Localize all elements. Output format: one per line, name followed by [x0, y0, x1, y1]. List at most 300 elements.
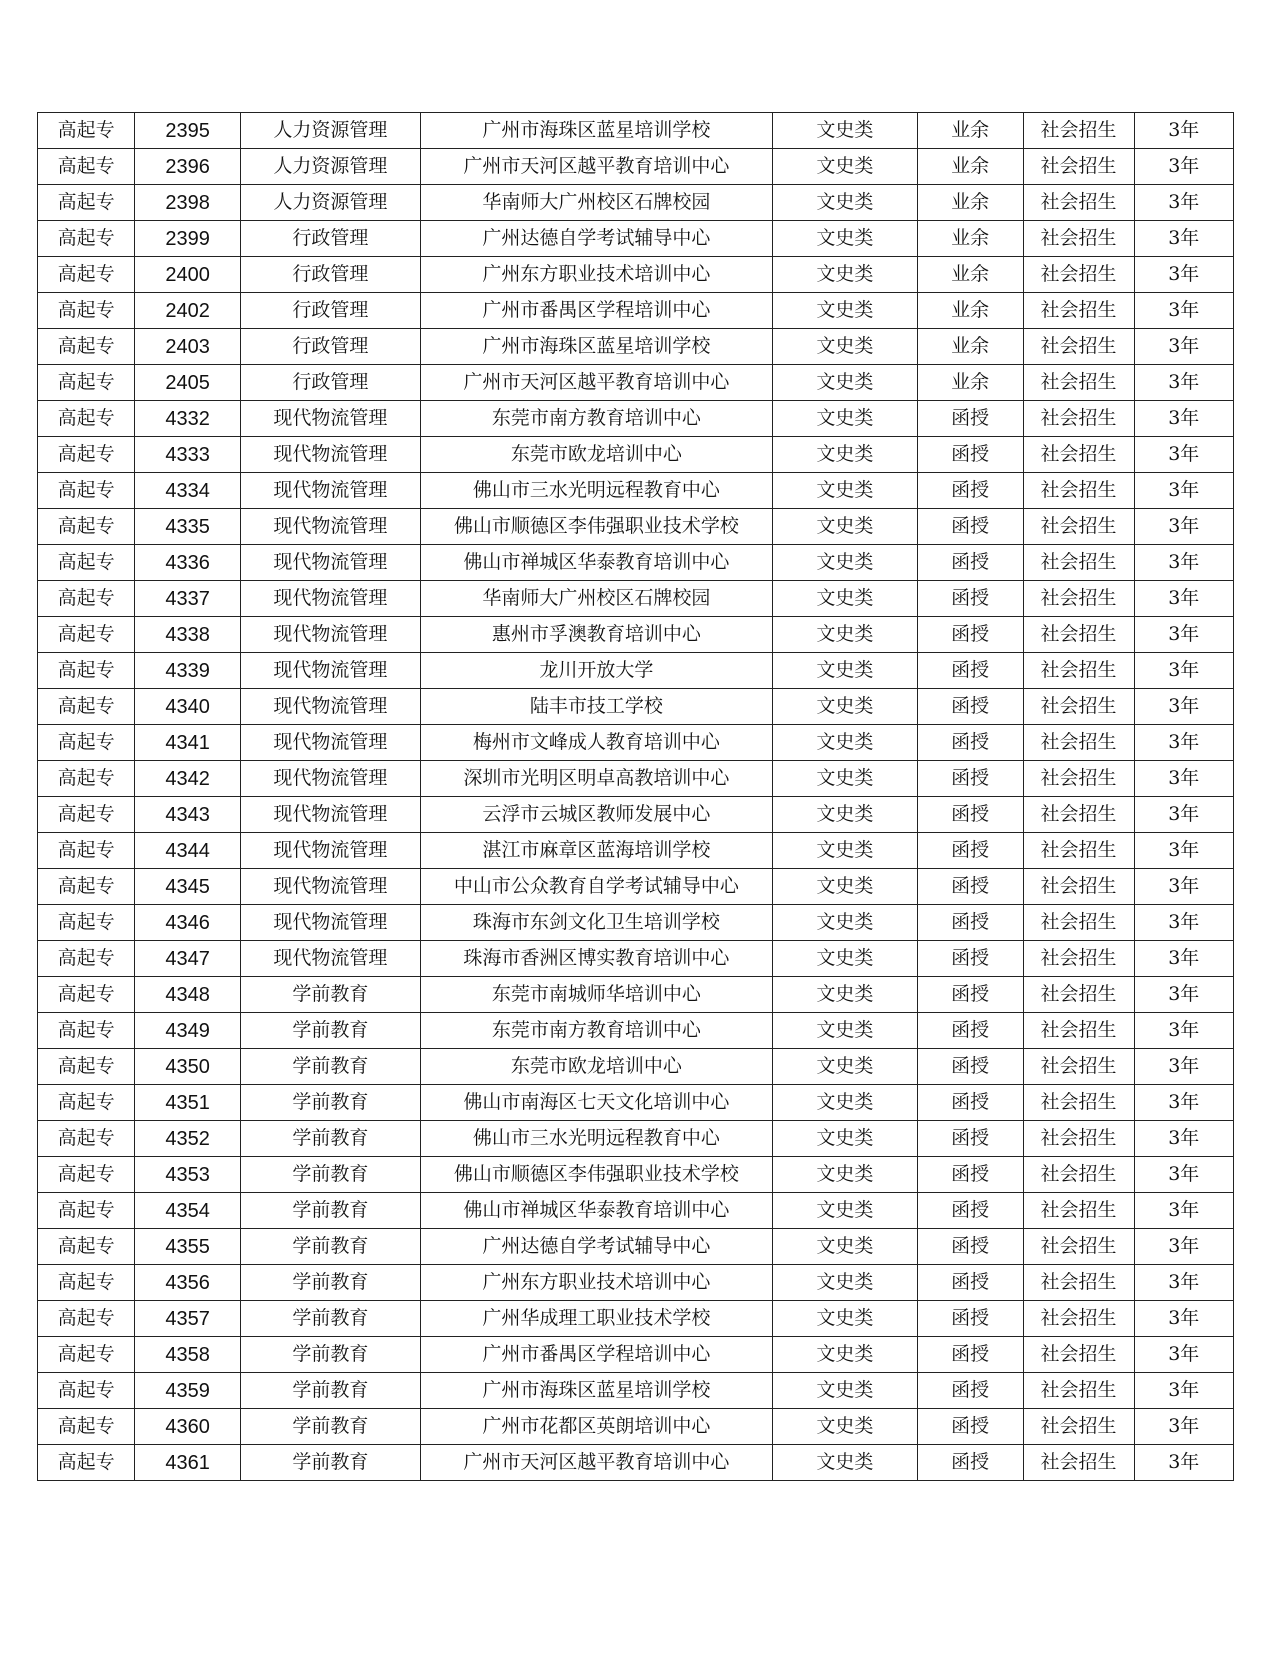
level-cell: 高起专 [38, 833, 135, 869]
table-row [38, 1013, 1234, 1049]
level-cell: 高起专 [38, 221, 135, 257]
table-row [38, 1193, 1234, 1229]
enrollment-type-cell: 社会招生 [1023, 617, 1134, 653]
category-cell: 文史类 [772, 1301, 917, 1337]
code-cell: 4349 [135, 1013, 241, 1049]
major-cell: 学前教育 [241, 1157, 421, 1193]
school-cell: 广州达德自学考试辅导中心 [420, 1229, 772, 1265]
major-cell: 现代物流管理 [241, 653, 421, 689]
study-mode-cell: 函授 [917, 1049, 1023, 1085]
major-cell: 人力资源管理 [241, 149, 421, 185]
major-cell: 现代物流管理 [241, 941, 421, 977]
table-row [38, 365, 1234, 401]
study-mode-cell: 函授 [917, 1229, 1023, 1265]
table-row [38, 509, 1234, 545]
major-cell: 行政管理 [241, 329, 421, 365]
major-cell: 学前教育 [241, 1013, 421, 1049]
category-cell: 文史类 [772, 293, 917, 329]
major-cell: 学前教育 [241, 1121, 421, 1157]
category-cell: 文史类 [772, 509, 917, 545]
level-cell: 高起专 [38, 1229, 135, 1265]
school-cell: 珠海市东剑文化卫生培训学校 [420, 905, 772, 941]
category-cell: 文史类 [772, 545, 917, 581]
school-cell: 佛山市三水光明远程教育中心 [420, 473, 772, 509]
school-cell: 广州市海珠区蓝星培训学校 [420, 113, 772, 149]
category-cell: 文史类 [772, 1445, 917, 1481]
level-cell: 高起专 [38, 977, 135, 1013]
level-cell: 高起专 [38, 1049, 135, 1085]
code-cell: 4343 [135, 797, 241, 833]
duration-cell: 3年 [1134, 1193, 1233, 1229]
code-cell: 2399 [135, 221, 241, 257]
school-cell: 陆丰市技工学校 [420, 689, 772, 725]
level-cell: 高起专 [38, 1445, 135, 1481]
level-cell: 高起专 [38, 905, 135, 941]
study-mode-cell: 函授 [917, 833, 1023, 869]
major-cell: 学前教育 [241, 977, 421, 1013]
enrollment-type-cell: 社会招生 [1023, 869, 1134, 905]
school-cell: 广州市番禺区学程培训中心 [420, 293, 772, 329]
enrollment-type-cell: 社会招生 [1023, 1409, 1134, 1445]
duration-cell: 3年 [1134, 149, 1233, 185]
code-cell: 4354 [135, 1193, 241, 1229]
major-cell: 现代物流管理 [241, 905, 421, 941]
duration-cell: 3年 [1134, 1301, 1233, 1337]
study-mode-cell: 函授 [917, 977, 1023, 1013]
major-cell: 现代物流管理 [241, 797, 421, 833]
school-cell: 东莞市欧龙培训中心 [420, 437, 772, 473]
school-cell: 中山市公众教育自学考试辅导中心 [420, 869, 772, 905]
code-cell: 4333 [135, 437, 241, 473]
table-row [38, 1337, 1234, 1373]
duration-cell: 3年 [1134, 617, 1233, 653]
category-cell: 文史类 [772, 833, 917, 869]
code-cell: 4335 [135, 509, 241, 545]
school-cell: 华南师大广州校区石牌校园 [420, 185, 772, 221]
table-row [38, 113, 1234, 149]
level-cell: 高起专 [38, 941, 135, 977]
major-cell: 学前教育 [241, 1373, 421, 1409]
level-cell: 高起专 [38, 437, 135, 473]
code-cell: 4356 [135, 1265, 241, 1301]
major-cell: 现代物流管理 [241, 545, 421, 581]
level-cell: 高起专 [38, 1193, 135, 1229]
table-row [38, 185, 1234, 221]
school-cell: 云浮市云城区教师发展中心 [420, 797, 772, 833]
code-cell: 2396 [135, 149, 241, 185]
table-row [38, 725, 1234, 761]
code-cell: 4355 [135, 1229, 241, 1265]
table-row [38, 1373, 1234, 1409]
duration-cell: 3年 [1134, 581, 1233, 617]
level-cell: 高起专 [38, 473, 135, 509]
enrollment-type-cell: 社会招生 [1023, 149, 1134, 185]
duration-cell: 3年 [1134, 221, 1233, 257]
major-cell: 学前教育 [241, 1229, 421, 1265]
table-row [38, 761, 1234, 797]
table-row [38, 689, 1234, 725]
code-cell: 2395 [135, 113, 241, 149]
study-mode-cell: 函授 [917, 1121, 1023, 1157]
enrollment-type-cell: 社会招生 [1023, 437, 1134, 473]
table-row [38, 329, 1234, 365]
enrollment-type-cell: 社会招生 [1023, 725, 1134, 761]
level-cell: 高起专 [38, 1409, 135, 1445]
major-cell: 学前教育 [241, 1409, 421, 1445]
table-row [38, 437, 1234, 473]
major-cell: 现代物流管理 [241, 833, 421, 869]
school-cell: 佛山市禅城区华泰教育培训中心 [420, 1193, 772, 1229]
study-mode-cell: 函授 [917, 869, 1023, 905]
school-cell: 广州市海珠区蓝星培训学校 [420, 1373, 772, 1409]
code-cell: 4332 [135, 401, 241, 437]
school-cell: 广州市海珠区蓝星培训学校 [420, 329, 772, 365]
school-cell: 珠海市香洲区博实教育培训中心 [420, 941, 772, 977]
level-cell: 高起专 [38, 257, 135, 293]
major-cell: 现代物流管理 [241, 617, 421, 653]
major-cell: 人力资源管理 [241, 185, 421, 221]
study-mode-cell: 函授 [917, 725, 1023, 761]
code-cell: 4339 [135, 653, 241, 689]
category-cell: 文史类 [772, 977, 917, 1013]
study-mode-cell: 业余 [917, 221, 1023, 257]
school-cell: 湛江市麻章区蓝海培训学校 [420, 833, 772, 869]
major-cell: 学前教育 [241, 1193, 421, 1229]
enrollment-type-cell: 社会招生 [1023, 1301, 1134, 1337]
level-cell: 高起专 [38, 1157, 135, 1193]
table-row [38, 1121, 1234, 1157]
duration-cell: 3年 [1134, 905, 1233, 941]
category-cell: 文史类 [772, 869, 917, 905]
enrollment-type-cell: 社会招生 [1023, 293, 1134, 329]
code-cell: 2402 [135, 293, 241, 329]
school-cell: 东莞市南方教育培训中心 [420, 401, 772, 437]
school-cell: 广州东方职业技术培训中心 [420, 257, 772, 293]
level-cell: 高起专 [38, 329, 135, 365]
category-cell: 文史类 [772, 689, 917, 725]
level-cell: 高起专 [38, 797, 135, 833]
code-cell: 4334 [135, 473, 241, 509]
code-cell: 4336 [135, 545, 241, 581]
duration-cell: 3年 [1134, 869, 1233, 905]
study-mode-cell: 业余 [917, 293, 1023, 329]
duration-cell: 3年 [1134, 293, 1233, 329]
school-cell: 龙川开放大学 [420, 653, 772, 689]
table-row [38, 545, 1234, 581]
major-cell: 现代物流管理 [241, 473, 421, 509]
major-cell: 学前教育 [241, 1265, 421, 1301]
table-row [38, 1301, 1234, 1337]
enrollment-type-cell: 社会招生 [1023, 113, 1134, 149]
enrollment-type-cell: 社会招生 [1023, 977, 1134, 1013]
study-mode-cell: 函授 [917, 545, 1023, 581]
category-cell: 文史类 [772, 1373, 917, 1409]
table-row [38, 1085, 1234, 1121]
category-cell: 文史类 [772, 113, 917, 149]
enrollment-type-cell: 社会招生 [1023, 761, 1134, 797]
category-cell: 文史类 [772, 221, 917, 257]
major-cell: 学前教育 [241, 1445, 421, 1481]
level-cell: 高起专 [38, 1085, 135, 1121]
study-mode-cell: 业余 [917, 365, 1023, 401]
level-cell: 高起专 [38, 869, 135, 905]
level-cell: 高起专 [38, 149, 135, 185]
study-mode-cell: 业余 [917, 149, 1023, 185]
table-row [38, 1445, 1234, 1481]
code-cell: 4347 [135, 941, 241, 977]
level-cell: 高起专 [38, 545, 135, 581]
major-cell: 现代物流管理 [241, 869, 421, 905]
table-row [38, 905, 1234, 941]
school-cell: 佛山市顺德区李伟强职业技术学校 [420, 509, 772, 545]
code-cell: 4358 [135, 1337, 241, 1373]
enrollment-type-cell: 社会招生 [1023, 365, 1134, 401]
duration-cell: 3年 [1134, 833, 1233, 869]
enrollment-type-cell: 社会招生 [1023, 509, 1134, 545]
table-row [38, 221, 1234, 257]
major-cell: 现代物流管理 [241, 581, 421, 617]
table-row [38, 977, 1234, 1013]
study-mode-cell: 函授 [917, 941, 1023, 977]
enrollment-type-cell: 社会招生 [1023, 545, 1134, 581]
enrollment-type-cell: 社会招生 [1023, 185, 1134, 221]
table-body [38, 113, 1234, 1481]
code-cell: 2400 [135, 257, 241, 293]
code-cell: 4361 [135, 1445, 241, 1481]
level-cell: 高起专 [38, 1013, 135, 1049]
duration-cell: 3年 [1134, 1229, 1233, 1265]
enrollment-type-cell: 社会招生 [1023, 1229, 1134, 1265]
category-cell: 文史类 [772, 941, 917, 977]
study-mode-cell: 函授 [917, 1373, 1023, 1409]
code-cell: 4337 [135, 581, 241, 617]
level-cell: 高起专 [38, 509, 135, 545]
table-row [38, 941, 1234, 977]
enrollment-type-cell: 社会招生 [1023, 689, 1134, 725]
table-row [38, 581, 1234, 617]
study-mode-cell: 函授 [917, 1193, 1023, 1229]
level-cell: 高起专 [38, 653, 135, 689]
level-cell: 高起专 [38, 761, 135, 797]
level-cell: 高起专 [38, 689, 135, 725]
study-mode-cell: 业余 [917, 329, 1023, 365]
school-cell: 深圳市光明区明卓高教培训中心 [420, 761, 772, 797]
study-mode-cell: 函授 [917, 437, 1023, 473]
duration-cell: 3年 [1134, 1157, 1233, 1193]
duration-cell: 3年 [1134, 257, 1233, 293]
category-cell: 文史类 [772, 1049, 917, 1085]
code-cell: 4353 [135, 1157, 241, 1193]
level-cell: 高起专 [38, 1121, 135, 1157]
code-cell: 4340 [135, 689, 241, 725]
level-cell: 高起专 [38, 617, 135, 653]
major-cell: 行政管理 [241, 257, 421, 293]
category-cell: 文史类 [772, 725, 917, 761]
table-row [38, 833, 1234, 869]
study-mode-cell: 业余 [917, 257, 1023, 293]
school-cell: 梅州市文峰成人教育培训中心 [420, 725, 772, 761]
school-cell: 佛山市顺德区李伟强职业技术学校 [420, 1157, 772, 1193]
study-mode-cell: 函授 [917, 509, 1023, 545]
duration-cell: 3年 [1134, 185, 1233, 221]
study-mode-cell: 函授 [917, 1013, 1023, 1049]
level-cell: 高起专 [38, 293, 135, 329]
code-cell: 4341 [135, 725, 241, 761]
code-cell: 4346 [135, 905, 241, 941]
category-cell: 文史类 [772, 1409, 917, 1445]
level-cell: 高起专 [38, 1337, 135, 1373]
table-row [38, 257, 1234, 293]
study-mode-cell: 函授 [917, 581, 1023, 617]
table-row [38, 1409, 1234, 1445]
category-cell: 文史类 [772, 797, 917, 833]
category-cell: 文史类 [772, 329, 917, 365]
category-cell: 文史类 [772, 1337, 917, 1373]
enrollment-type-cell: 社会招生 [1023, 257, 1134, 293]
enrollment-type-cell: 社会招生 [1023, 1085, 1134, 1121]
duration-cell: 3年 [1134, 1337, 1233, 1373]
enrollment-type-cell: 社会招生 [1023, 581, 1134, 617]
category-cell: 文史类 [772, 1121, 917, 1157]
enrollment-type-cell: 社会招生 [1023, 1265, 1134, 1301]
major-cell: 行政管理 [241, 365, 421, 401]
code-cell: 4352 [135, 1121, 241, 1157]
code-cell: 2398 [135, 185, 241, 221]
category-cell: 文史类 [772, 1157, 917, 1193]
enrollment-type-cell: 社会招生 [1023, 1373, 1134, 1409]
enrollment-table [37, 112, 1234, 1481]
enrollment-type-cell: 社会招生 [1023, 1193, 1134, 1229]
level-cell: 高起专 [38, 581, 135, 617]
school-cell: 广州华成理工职业技术学校 [420, 1301, 772, 1337]
major-cell: 现代物流管理 [241, 437, 421, 473]
study-mode-cell: 函授 [917, 1085, 1023, 1121]
duration-cell: 3年 [1134, 977, 1233, 1013]
level-cell: 高起专 [38, 401, 135, 437]
code-cell: 4348 [135, 977, 241, 1013]
enrollment-type-cell: 社会招生 [1023, 797, 1134, 833]
duration-cell: 3年 [1134, 797, 1233, 833]
duration-cell: 3年 [1134, 401, 1233, 437]
major-cell: 现代物流管理 [241, 761, 421, 797]
major-cell: 行政管理 [241, 221, 421, 257]
school-cell: 东莞市欧龙培训中心 [420, 1049, 772, 1085]
category-cell: 文史类 [772, 617, 917, 653]
school-cell: 东莞市南城师华培训中心 [420, 977, 772, 1013]
table-row [38, 797, 1234, 833]
category-cell: 文史类 [772, 437, 917, 473]
code-cell: 4359 [135, 1373, 241, 1409]
table-row [38, 869, 1234, 905]
study-mode-cell: 函授 [917, 905, 1023, 941]
study-mode-cell: 函授 [917, 617, 1023, 653]
duration-cell: 3年 [1134, 1373, 1233, 1409]
duration-cell: 3年 [1134, 329, 1233, 365]
table-row [38, 1049, 1234, 1085]
table-row [38, 1265, 1234, 1301]
duration-cell: 3年 [1134, 689, 1233, 725]
enrollment-type-cell: 社会招生 [1023, 1013, 1134, 1049]
school-cell: 广州市花都区英朗培训中心 [420, 1409, 772, 1445]
duration-cell: 3年 [1134, 941, 1233, 977]
study-mode-cell: 函授 [917, 1337, 1023, 1373]
study-mode-cell: 函授 [917, 401, 1023, 437]
category-cell: 文史类 [772, 653, 917, 689]
table-row [38, 1157, 1234, 1193]
duration-cell: 3年 [1134, 1265, 1233, 1301]
enrollment-type-cell: 社会招生 [1023, 473, 1134, 509]
major-cell: 现代物流管理 [241, 725, 421, 761]
school-cell: 广州达德自学考试辅导中心 [420, 221, 772, 257]
major-cell: 现代物流管理 [241, 689, 421, 725]
school-cell: 广州东方职业技术培训中心 [420, 1265, 772, 1301]
level-cell: 高起专 [38, 1301, 135, 1337]
enrollment-type-cell: 社会招生 [1023, 833, 1134, 869]
major-cell: 现代物流管理 [241, 509, 421, 545]
major-cell: 学前教育 [241, 1049, 421, 1085]
enrollment-type-cell: 社会招生 [1023, 905, 1134, 941]
enrollment-type-cell: 社会招生 [1023, 401, 1134, 437]
enrollment-type-cell: 社会招生 [1023, 1337, 1134, 1373]
level-cell: 高起专 [38, 113, 135, 149]
school-cell: 佛山市南海区七天文化培训中心 [420, 1085, 772, 1121]
enrollment-type-cell: 社会招生 [1023, 1121, 1134, 1157]
major-cell: 行政管理 [241, 293, 421, 329]
code-cell: 4342 [135, 761, 241, 797]
category-cell: 文史类 [772, 1013, 917, 1049]
study-mode-cell: 函授 [917, 653, 1023, 689]
major-cell: 现代物流管理 [241, 401, 421, 437]
study-mode-cell: 函授 [917, 1265, 1023, 1301]
study-mode-cell: 函授 [917, 761, 1023, 797]
duration-cell: 3年 [1134, 725, 1233, 761]
code-cell: 2403 [135, 329, 241, 365]
duration-cell: 3年 [1134, 509, 1233, 545]
code-cell: 2405 [135, 365, 241, 401]
category-cell: 文史类 [772, 401, 917, 437]
code-cell: 4344 [135, 833, 241, 869]
code-cell: 4350 [135, 1049, 241, 1085]
enrollment-type-cell: 社会招生 [1023, 653, 1134, 689]
major-cell: 学前教育 [241, 1301, 421, 1337]
duration-cell: 3年 [1134, 365, 1233, 401]
study-mode-cell: 函授 [917, 689, 1023, 725]
category-cell: 文史类 [772, 1085, 917, 1121]
level-cell: 高起专 [38, 1373, 135, 1409]
category-cell: 文史类 [772, 1265, 917, 1301]
duration-cell: 3年 [1134, 113, 1233, 149]
school-cell: 佛山市三水光明远程教育中心 [420, 1121, 772, 1157]
school-cell: 广州市天河区越平教育培训中心 [420, 1445, 772, 1481]
table-row [38, 473, 1234, 509]
category-cell: 文史类 [772, 581, 917, 617]
major-cell: 学前教育 [241, 1337, 421, 1373]
enrollment-type-cell: 社会招生 [1023, 1445, 1134, 1481]
duration-cell: 3年 [1134, 653, 1233, 689]
study-mode-cell: 业余 [917, 185, 1023, 221]
study-mode-cell: 函授 [917, 1445, 1023, 1481]
school-cell: 广州市天河区越平教育培训中心 [420, 149, 772, 185]
duration-cell: 3年 [1134, 1013, 1233, 1049]
duration-cell: 3年 [1134, 1445, 1233, 1481]
study-mode-cell: 函授 [917, 797, 1023, 833]
code-cell: 4338 [135, 617, 241, 653]
code-cell: 4351 [135, 1085, 241, 1121]
duration-cell: 3年 [1134, 473, 1233, 509]
school-cell: 华南师大广州校区石牌校园 [420, 581, 772, 617]
table-row [38, 653, 1234, 689]
duration-cell: 3年 [1134, 1121, 1233, 1157]
